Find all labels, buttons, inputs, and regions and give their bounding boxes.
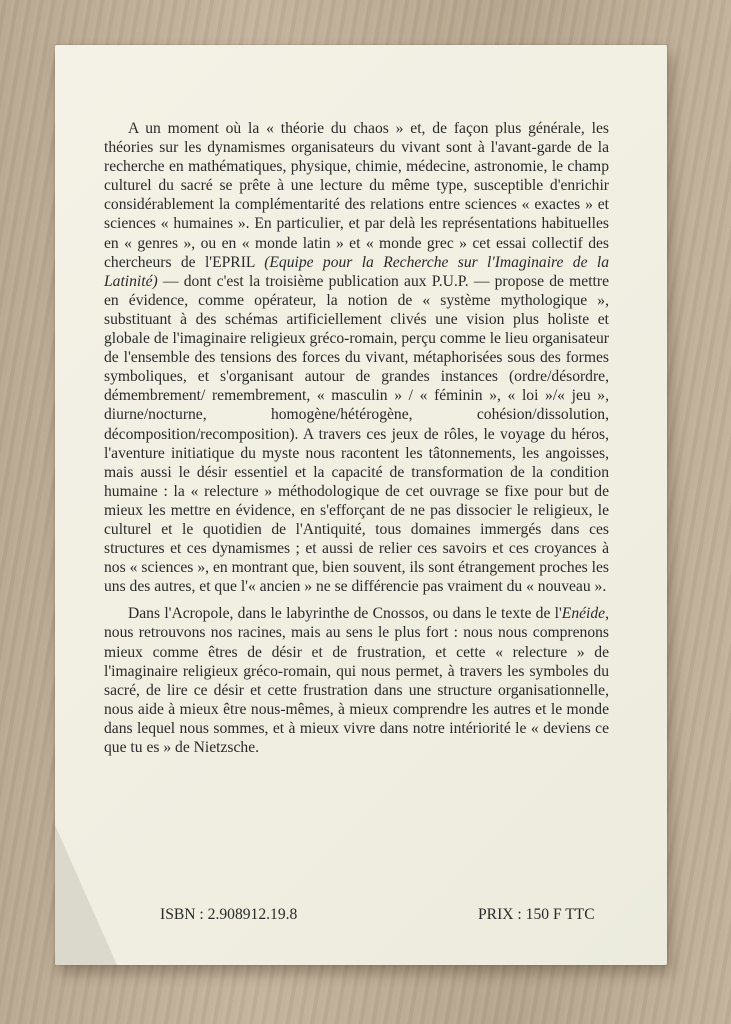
blurb-p2-text-b: nous retrouvons nos racines, mais au sens le plus fort : nous nous comprenons mieux comme êtres de désir et de frustration, et cette « relecture » de l'imaginaire religieux gréco-romain, qui nous permet, à travers les symboles du sacré, de lire ce désir et cette frustration dans une structure organisationnelle, nous aide à mieux être nous-mêmes, à mieux comprendre les autres et le monde dans lequel nous sommes, et à mieux vivre dans notre intériorité le « deviens ce que tu es » de Nietzsche. [104,624,609,756]
blurb-paragraph-2 [104,604,609,757]
blurb-p1-text-a: A un moment où la « théorie du chaos » et, de façon plus générale, les théories sur les dynamismes organisateurs du vivant sont à l'avant-garde de la recherche en mathématiques, physique, chimie, médecine, astronomie, le champ culturel du sacré se prête à une lecture du même type, susceptible d'enrichir considérablement la complémentarité des relations entre sciences « exactes » et sciences « humaines ». En particulier, et par delà les représentations habituelles en « genres », ou en « monde latin » et « monde grec » cet essai collectif des chercheurs de l'EPRIL [104,120,609,271]
blurb-p1-text-b: — dont c'est la troisième publication aux P.U.P. — propose de mettre en évidence, comme opérateur, la notion de « système mythologique », substituant à des schémas artificiellement clivés une vision plus holiste et globale de l'imaginaire religieux gréco-romain, perçu comme le lieu organisateur de l'ensemble des tensions des forces du vivant, métaphorisées sous des formes symboliques, et s'organisant autour de grandes instances (ordre/désordre, démembrement/ remembrement, « masculin » / « féminin », « loi »/« jeu », diurne/nocturne, homogène/hétérogène, cohésion/dissolution, décomposition/recomposition). A travers ces jeux de rôles, le voyage du héros, l'aventure initiatique du myste nous racontent les tâtonnements, les angoisses, mais aussi le désir essentiel et la capacité de transformation de la condition humaine : la « relecture » méthodologique de cet ouvrage se fixe pour but de mieux les mettre en évidence, en s'efforçant de ne pas dissocier le religieux, le culturel et le quotidien de l'Antiquité, tous domaines immergés dans ces structures et ces dynamismes ; et aussi de relier ces savoirs et ces croyances à nos « sciences », en montrant que, bien souvent, ils sont étrangement proches les uns des autres, et que l'« ancien » ne se différencie pas vraiment du « nouveau ». [104,272,609,596]
price: PRIX : 150 F TTC [478,906,595,923]
eneide-title: Enéide, [561,605,609,623]
blurb-text [104,119,609,757]
epril-full-name: (Equipe pour la Recherche sur l'Imaginaire de la Latinité) [104,253,609,290]
blurb-paragraph-1 [104,119,609,596]
worn-corner [55,825,117,965]
isbn: ISBN : 2.908912.19.8 [160,906,298,923]
blurb-p2-text-a: Dans l'Acropole, dans le labyrinthe de Cnossos, ou dans le texte de l' [128,605,562,623]
